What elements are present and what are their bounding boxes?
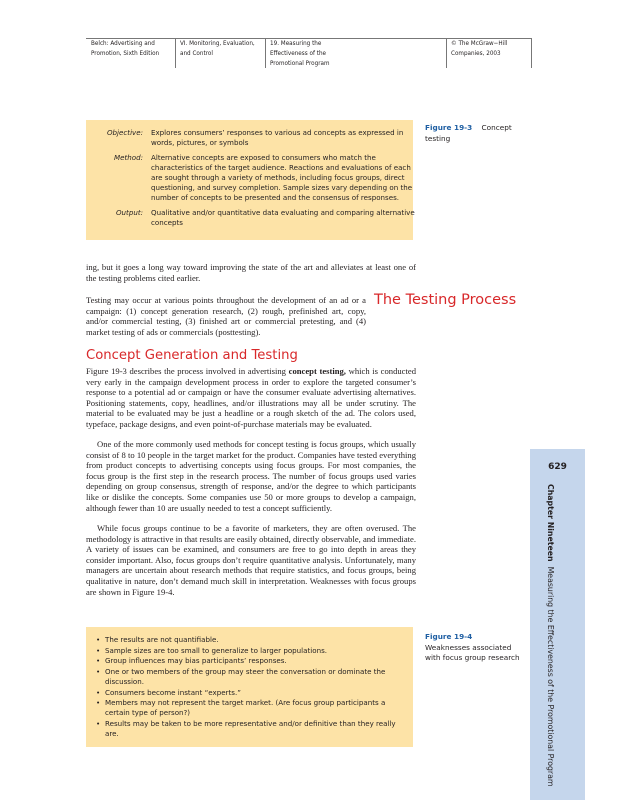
list-item	[96, 719, 406, 739]
list-item-text: Members may not represent the target market. (Are focus group participants a certain type of person?)	[105, 698, 386, 718]
text-run: Figure 19-3 describes the process involved in advertising	[86, 366, 289, 376]
header-book-title: Belch: Advertising and Promotion, Sixth Edition	[91, 40, 160, 57]
list-item	[96, 667, 406, 687]
figure-number: Figure 19-4	[425, 632, 473, 641]
header-divider	[531, 38, 532, 68]
list-item	[96, 656, 406, 666]
section-heading-concept-generation: Concept Generation and Testing	[86, 348, 298, 363]
list-item-text: Results may be taken to be more representative and/or definitive than they really are.	[105, 718, 396, 738]
concept-paragraph-3: While focus groups continue to be a favorite of marketers, they are often overused. The methodology is attractive in that results are easily obtained, directly observable, and immediate. A variety of issues can be examined, and consumers are free to go into depth in areas they consider important. Also, focus groups don’t require quantitative analysis. Unfortunately, many managers are uncertain about research methods that require statistics, and focus groups, being qualitative in nature, don’t demand much skill in interpretation. Weaknesses with focus groups are shown in Figure 19-4.	[86, 523, 416, 597]
method-text: Alternative concepts are exposed to consumers who match the characteristics of the target audience. Reactions and evaluations of each are sought through a variety of methods, including focus groups, direct questioning, and survey completion. Sample sizes vary depending on the number of concepts to be presented and the consensus of responses.	[151, 153, 413, 202]
chapter-running-title	[546, 484, 555, 787]
figure-19-4-box	[86, 627, 413, 747]
header-chapter-title: 19. Measuring the Effectiveness of the Promotional Program	[270, 40, 330, 67]
header-divider	[175, 38, 176, 68]
list-item	[96, 635, 406, 645]
figure-19-4-caption	[425, 632, 525, 664]
bullet: •	[96, 718, 101, 728]
header-copyright: © The McGraw−Hill Companies, 2003	[451, 40, 508, 57]
concept-paragraph-2: One of the more commonly used methods for concept testing is focus groups, which usually consist of 8 to 10 people in the target market for the product. Companies have tested everything from product concepts to advertising concepts using focus groups. For most companies, the focus group is the first step in the research process. The number of focus groups used varies depending on group consensus, strength of response, and/or the degree to which participants like or dislike the concepts. Some companies use 50 or more groups to develop a campaign, although fewer than 10 are usually needed to test a concept sufficiently.	[86, 439, 416, 513]
chapter-side-tab	[530, 449, 585, 800]
list-item-text: Consumers become instant “experts.”	[105, 687, 241, 697]
weakness-list	[96, 635, 406, 739]
continuation-paragraph: ing, but it goes a long way toward improving the state of the art and alleviates at least one of the testing problems cited earlier.	[86, 262, 416, 283]
list-item	[96, 688, 406, 698]
testing-intro-paragraph: Testing may occur at various points throughout the development of an ad or a campaign: (1) concept generation research, (2) rough, prefinished art, copy, and/or commercial testing, (3) finished art or commercial pretesting, and (4) market testing of ads or commercials (posttesting).	[86, 295, 366, 337]
list-item	[96, 698, 406, 718]
figure-19-3-caption	[425, 123, 525, 144]
output-label: Output:	[115, 208, 143, 217]
list-item-text: Group influences may bias participants’ responses.	[105, 656, 287, 666]
method-label: Method:	[114, 153, 143, 162]
text-run: which is conducted very early in the campaign development process in order to explore the targeted consumer’s response to a potential ad or campaign or have the consumer evaluate advertising alternatives. Positioning statements, copy, headlines, and/or illustrations may all be under scrutiny. The material to be evaluated may be just a headline or a rough sketch of the ad. The colors used, typeface, package designs, and even point-of-purchase materials may be evaluated.	[86, 366, 416, 429]
bullet: •	[96, 698, 101, 708]
key-term: concept testing,	[288, 366, 346, 376]
figure-caption-text: Concept testing	[425, 123, 512, 143]
page-number: 629	[548, 462, 567, 472]
figure-number: Figure 19-3	[425, 123, 473, 132]
bullet: •	[96, 687, 101, 697]
header-divider	[446, 38, 447, 68]
list-item-text: Sample sizes are too small to generalize to larger populations.	[105, 645, 328, 655]
bullet: •	[96, 645, 101, 655]
header-part-title: VI. Monitoring, Evaluation, and Control	[180, 40, 255, 57]
concept-paragraph-1	[86, 366, 416, 430]
section-heading-testing-process: The Testing Process	[374, 292, 517, 308]
list-item	[96, 646, 406, 656]
list-item-text: One or two members of the group may steer the conversation or dominate the discussion.	[105, 667, 386, 686]
output-text: Qualitative and/or quantitative data evaluating and comparing alternative concepts	[151, 208, 415, 227]
figure-caption-text: Weaknesses associated with focus group research	[425, 642, 520, 662]
bullet: •	[96, 635, 101, 644]
list-item-text: The results are not quantifiable.	[105, 635, 219, 644]
bullet: •	[96, 656, 101, 666]
chapter-title: Measuring the Effectiveness of the Promotional Program	[546, 566, 555, 787]
figure-19-3-box	[86, 120, 413, 240]
objective-label: Objective:	[106, 128, 143, 137]
header-divider	[265, 38, 266, 68]
objective-text: Explores consumers’ responses to various ad concepts as expressed in words, pictures, or symbols	[151, 128, 404, 147]
chapter-label: Chapter Nineteen	[546, 484, 555, 562]
bullet: •	[96, 667, 101, 677]
